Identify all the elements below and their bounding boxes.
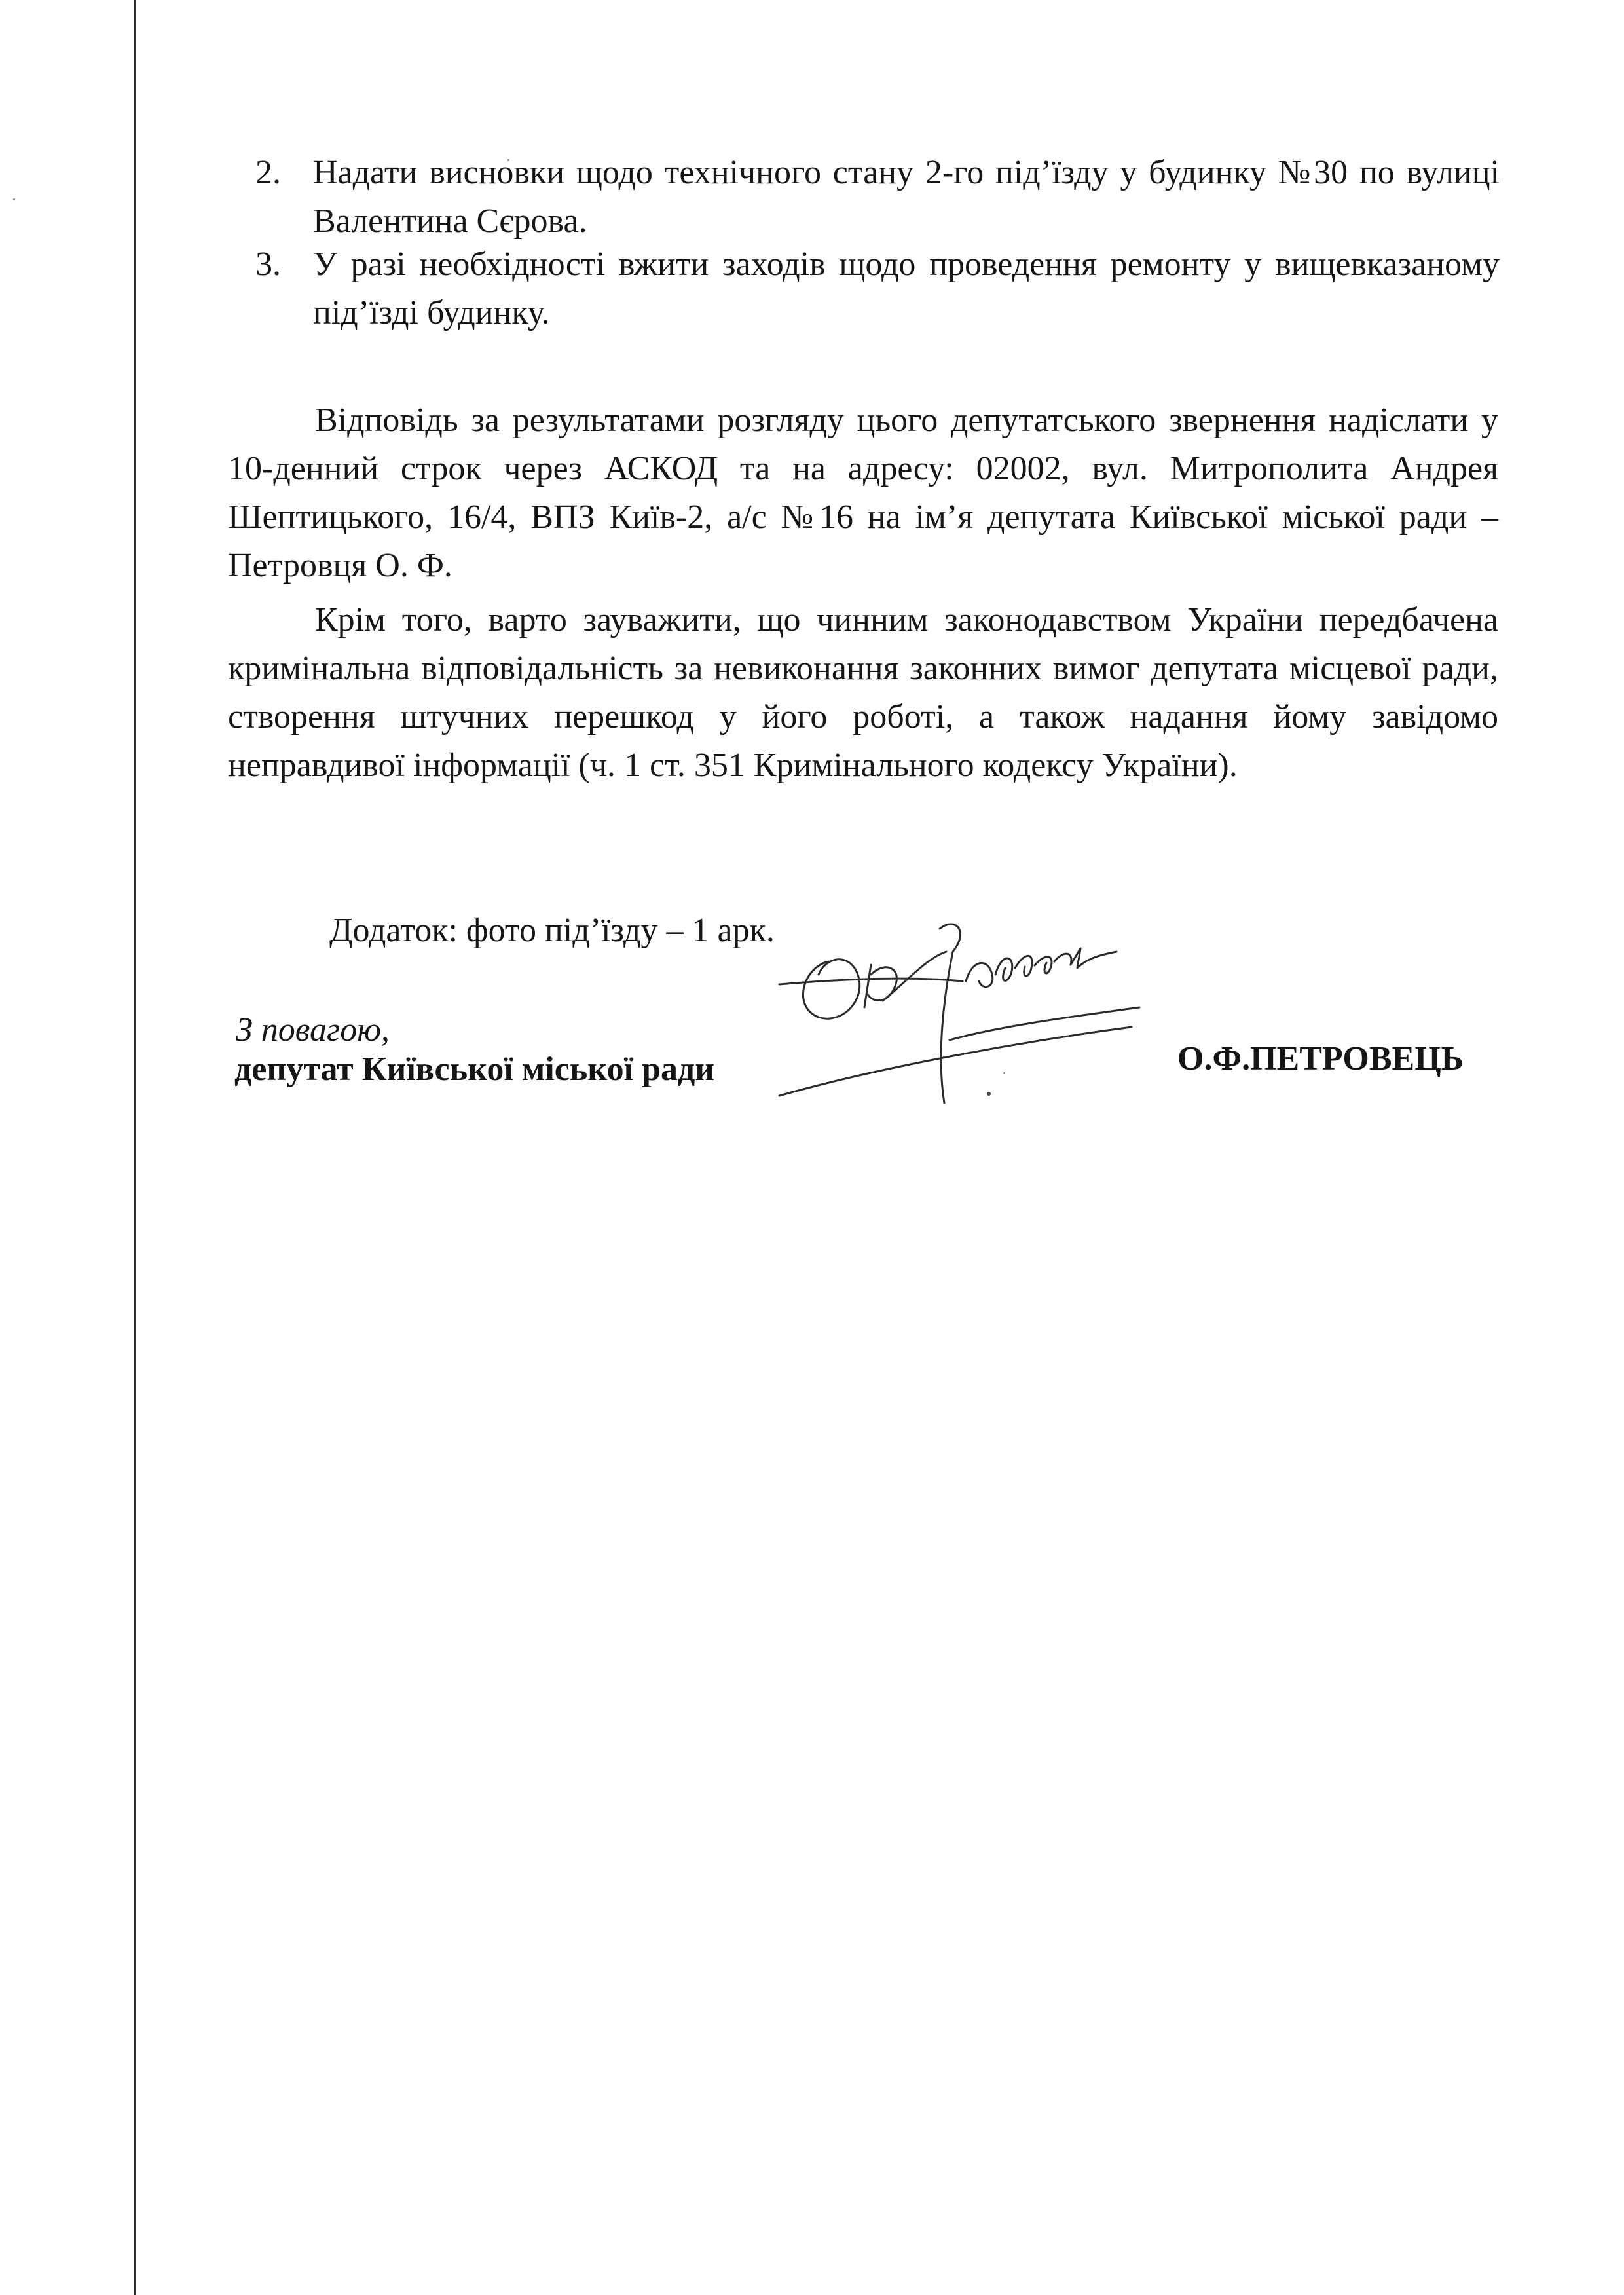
list-item-2 [255,149,1500,246]
list-item-text: Надати висновки щодо технічного стану 2-го під’їзду у будинку №30 по вулиці Валентина Сєрова. [313,154,1500,240]
handwritten-signature [773,903,1166,1112]
scan-border-line [134,0,136,2295]
list-item-text: У разі необхідності вжити заходів щодо проведення ремонту у вищевказаному під’їзді будинку. [313,246,1500,331]
signer-position: депутат Київської міської ради [234,1051,715,1088]
closing-phrase: З повагою, [236,1011,390,1049]
response-paragraph: Відповідь за результатами розгляду цього депутатського звернення надіслати у 10-денний строк через АСКОД та на адресу: 02002, вул. Митрополита Андрея Шептицького, 16/4, ВПЗ Київ-2, а/с №16 на ім’я депутата Київської міської ради – Петровця О. Ф. [228,401,1498,584]
list-item-number: 3. [255,246,281,283]
list-item-number: 2. [255,154,281,191]
scan-speck [13,198,15,200]
liability-paragraph: Крім того, варто зауважити, що чинним законодавством України передбачена кримінальна відповідальність за невиконання законних вимог депутата місцевої ради, створення штучних перешкод у його роботі, а також надання йому завідомо неправдивої інформації (ч. 1 ст. 351 Кримінального кодексу України). [228,601,1498,784]
list-item-3 [255,240,1500,337]
appendix-line: Додаток: фото під’їзду – 1 арк. [329,912,775,949]
signer-name: О.Ф.ПЕТРОВЕЦЬ [1177,1040,1464,1077]
